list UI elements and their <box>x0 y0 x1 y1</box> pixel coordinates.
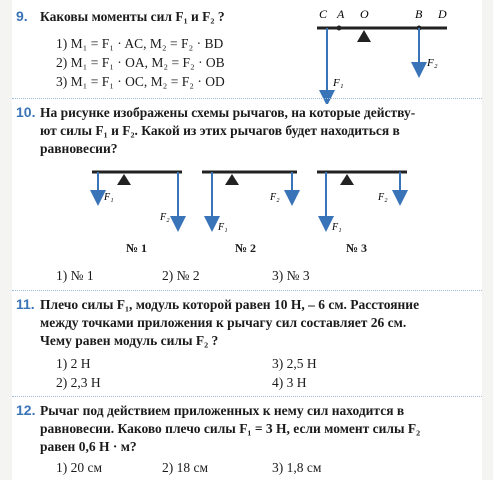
lever-2-label: № 2 <box>235 241 257 255</box>
lever-3-label: № 3 <box>346 241 368 255</box>
svg-text:F₁: F₁ <box>332 222 342 233</box>
q11-number: 11. <box>16 296 35 312</box>
q12-line3: равен 0,6 Н · м? <box>40 439 137 454</box>
point-a: A <box>337 7 345 21</box>
q9-lever-diagram <box>297 4 472 104</box>
fulcrum <box>357 30 371 42</box>
svg-text:F₂: F₂ <box>378 192 388 203</box>
q10-line1: На рисунке изображены схемы рычагов, на которые действу- <box>40 105 416 120</box>
q9-text: Каковы моменты сил F₁ и F₂ ? <box>40 9 225 24</box>
q9-option-3: 3) M₁ = F₁ · OC, M₂ = F₂ · OD <box>56 74 225 89</box>
q10-line2: ют силы F₁ и F₂. Какой из этих рычагов будет находиться в <box>40 123 400 138</box>
separator <box>12 98 482 99</box>
q10-option-3: 3) № 3 <box>272 268 310 283</box>
q10-option-2: 2) № 2 <box>162 268 200 283</box>
point-o: O <box>360 7 369 21</box>
q11-option-3: 3) 2,5 Н <box>272 356 317 371</box>
q9-f1-label: F₁ <box>333 77 344 89</box>
svg-text:F₁: F₁ <box>104 192 114 203</box>
q11-line2: между точками приложения к рычагу сил составляет 26 см. <box>40 315 407 330</box>
q12-option-2: 2) 18 см <box>162 460 209 475</box>
q10-number: 10. <box>16 104 36 120</box>
q12-option-3: 3) 1,8 см <box>272 460 322 475</box>
q9-option-1: 1) M₁ = F₁ · AC, M₂ = F₂ · BD <box>56 36 224 51</box>
q9-f2-label: F₂ <box>427 57 438 69</box>
lever-2 <box>202 172 297 233</box>
q10-lever-diagrams <box>82 160 412 238</box>
q10-line3: равновесии? <box>40 141 118 156</box>
svg-text:F₂: F₂ <box>270 192 280 203</box>
svg-text:F₂: F₂ <box>160 212 170 223</box>
q11-line3: Чему равен модуль силы F₂ ? <box>40 333 219 348</box>
point-b: B <box>415 7 423 21</box>
separator <box>12 290 482 291</box>
q12-line2: равновесии. Каково плечо силы F₁ = 3 Н, если момент силы F₂ <box>40 421 421 436</box>
q12-line1: Рычаг под действием приложенных к нему сил находится в <box>40 403 405 418</box>
q9-number: 9. <box>16 8 28 24</box>
q11-line1: Плечо силы F₁, модуль которой равен 10 Н, – 6 см. Расстояние <box>40 297 420 312</box>
lever-1-label: № 1 <box>126 241 148 255</box>
point-d: D <box>438 7 447 21</box>
separator <box>12 396 482 397</box>
q11-option-1: 1) 2 Н <box>56 356 91 371</box>
q11-option-4: 4) 3 Н <box>272 375 307 390</box>
lever-3 <box>317 172 407 233</box>
q12-option-1: 1) 20 см <box>56 460 103 475</box>
lever-1 <box>92 172 182 224</box>
q10-option-1: 1) № 1 <box>56 268 94 283</box>
point-c: C <box>319 7 328 21</box>
textbook-page <box>12 0 482 480</box>
q12-number: 12. <box>16 402 36 418</box>
q11-option-2: 2) 2,3 Н <box>56 375 101 390</box>
q9-option-2: 2) M₁ = F₁ · OA, M₂ = F₂ · OB <box>56 55 225 70</box>
svg-text:F₁: F₁ <box>218 222 228 233</box>
